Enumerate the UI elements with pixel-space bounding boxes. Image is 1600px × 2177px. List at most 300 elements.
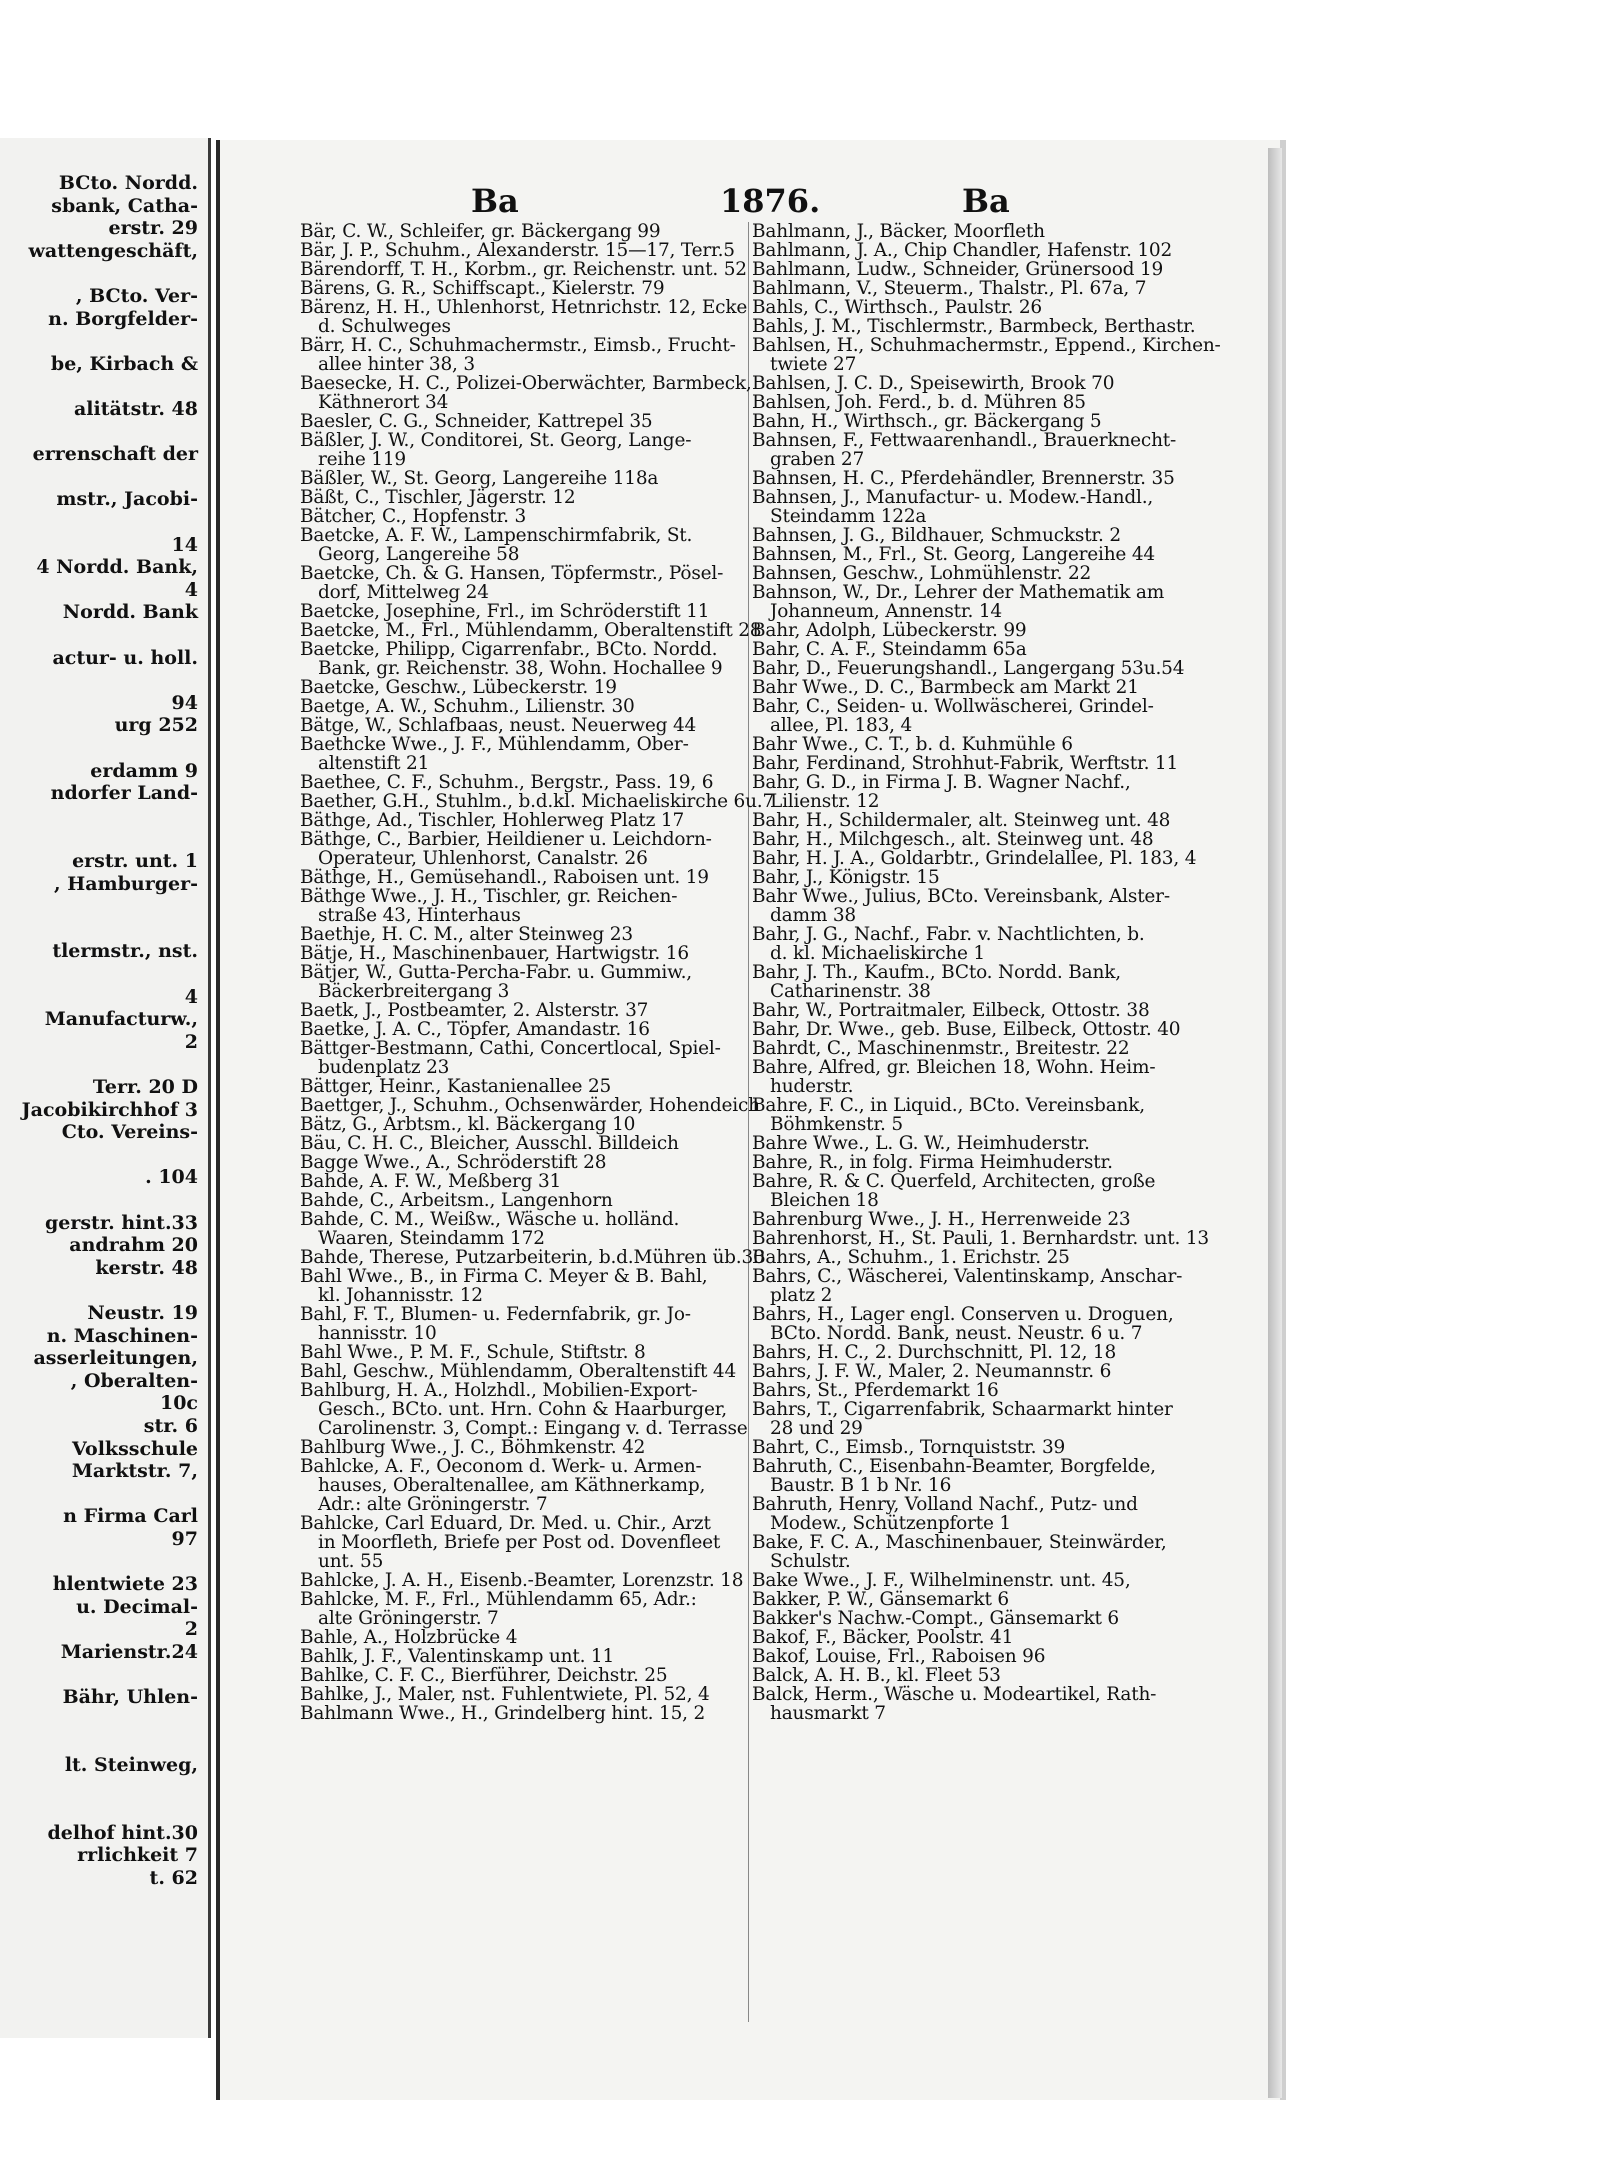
directory-entry bbox=[752, 1248, 1202, 1267]
entry-line: Bahnsen, Geschw., Lohmühlenstr. 22 bbox=[752, 563, 1092, 584]
entry-line: Bätje, H., Maschinenbauer, Hartwigstr. 16 bbox=[300, 943, 689, 964]
directory-entry bbox=[752, 317, 1202, 336]
fragment-line: 4 bbox=[184, 985, 198, 1008]
directory-entry bbox=[752, 887, 1202, 925]
directory-entry bbox=[300, 431, 750, 469]
entry-line: Bahl Wwe., B., in Firma C. Meyer & B. Bahl, bbox=[300, 1266, 708, 1287]
fragment-line: n. Borgfelder- bbox=[48, 307, 198, 330]
entry-line: Bahlmann, V., Steuerm., Thalstr., Pl. 67a, 7 bbox=[752, 278, 1147, 299]
fragment-line: alitätstr. 48 bbox=[73, 398, 198, 420]
directory-entry bbox=[300, 602, 750, 621]
entry-continuation: platz 2 bbox=[770, 1285, 833, 1306]
directory-entry bbox=[300, 1172, 750, 1191]
directory-entry bbox=[300, 1704, 750, 1723]
directory-entry bbox=[300, 735, 750, 773]
entry-line: Bahr, H., Schildermaler, alt. Steinweg unt. 48 bbox=[752, 810, 1171, 831]
entry-line: Bahde, C., Arbeitsm., Langenhorn bbox=[300, 1190, 613, 1211]
directory-entry bbox=[300, 279, 750, 298]
directory-entry bbox=[300, 222, 750, 241]
entry-line: Bahrs, A., Schuhm., 1. Erichstr. 25 bbox=[752, 1247, 1070, 1268]
fragment-line: asserleitungen, bbox=[33, 1347, 198, 1370]
entry-continuation: Lilienstr. 12 bbox=[770, 791, 880, 812]
entry-continuation: in Moorfleth, Briefe per Post od. Dovenfleet bbox=[318, 1532, 721, 1553]
entry-continuation: Schulstr. bbox=[770, 1551, 851, 1572]
entry-line: Bahr, H. J. A., Goldarbtr., Grindelallee, Pl. 183, 4 bbox=[752, 848, 1197, 869]
entry-line: Bahlsen, H., Schuhmachermstr., Eppend., Kirchen- bbox=[752, 335, 1221, 356]
entry-line: Bäßler, W., St. Georg, Langereihe 118a bbox=[300, 468, 659, 489]
entry-line: Bahnsen, J. G., Bildhauer, Schmuckstr. 2 bbox=[752, 525, 1121, 546]
entry-continuation: graben 27 bbox=[770, 449, 865, 470]
directory-entry bbox=[300, 1210, 750, 1248]
fragment-line: erstr. 29 bbox=[108, 217, 198, 240]
directory-entry bbox=[752, 1210, 1202, 1229]
directory-entry bbox=[300, 1115, 750, 1134]
fragment-line: 10c bbox=[159, 1392, 198, 1415]
entry-line: Bahlburg, H. A., Holzhdl., Mobilien-Export- bbox=[300, 1380, 698, 1401]
directory-entry bbox=[300, 336, 750, 374]
fragment-line: Manufacturw., bbox=[44, 1008, 198, 1031]
entry-line: Bahlmann, J. A., Chip Chandler, Hafenstr. 102 bbox=[752, 240, 1173, 261]
entry-line: Bahlmann, Ludw., Schneider, Grünersood 19 bbox=[752, 259, 1164, 280]
directory-entry bbox=[752, 298, 1202, 317]
directory-entry bbox=[300, 1590, 750, 1628]
entry-line: Bahlcke, M. F., Frl., Mühlendamm 65, Adr.: bbox=[300, 1589, 697, 1610]
fragment-line: Bähr, Uhlen- bbox=[62, 1686, 198, 1709]
directory-entry bbox=[300, 469, 750, 488]
directory-entry bbox=[300, 640, 750, 678]
entry-continuation: Käthnerort 34 bbox=[318, 392, 449, 413]
entry-line: Bahlburg Wwe., J. C., Böhmkenstr. 42 bbox=[300, 1437, 646, 1458]
entry-continuation: damm 38 bbox=[770, 905, 856, 926]
fragment-line: delhof hint.30 bbox=[47, 1821, 198, 1844]
entry-line: Bahlke, C. F. C., Bierführer, Deichstr. 25 bbox=[300, 1665, 668, 1686]
fragment-line: urg 252 bbox=[114, 714, 198, 737]
entry-line: Bärendorff, T. H., Korbm., gr. Reichenstr. unt. 52 bbox=[300, 259, 747, 280]
entry-continuation: alte Gröningerstr. 7 bbox=[318, 1608, 499, 1629]
fragment-line: Marienstr.24 bbox=[60, 1641, 198, 1663]
entry-line: Bahl, F. T., Blumen- u. Federnfabrik, gr. Jo- bbox=[300, 1304, 691, 1325]
entry-line: Bahr, J. Th., Kaufm., BCto. Nordd. Bank, bbox=[752, 962, 1121, 983]
fragment-line: errenschaft der bbox=[32, 443, 198, 466]
directory-entry bbox=[752, 868, 1202, 887]
directory-entry bbox=[752, 678, 1202, 697]
entry-line: Bahnsen, J., Manufactur- u. Modew.-Handl., bbox=[752, 487, 1154, 508]
entry-continuation: Carolinenstr. 3, Compt.: Eingang v. d. Terrasse bbox=[318, 1418, 748, 1439]
directory-entry bbox=[752, 1267, 1202, 1305]
directory-entry bbox=[300, 526, 750, 564]
fragment-line: Cto. Vereins- bbox=[61, 1121, 198, 1144]
fragment-line: 2 bbox=[184, 1030, 198, 1053]
entry-line: Baetge, A. W., Schuhm., Lilienstr. 30 bbox=[300, 696, 635, 717]
fragment-line: , BCto. Ver- bbox=[75, 285, 198, 307]
directory-entry bbox=[752, 1438, 1202, 1457]
directory-entry bbox=[752, 754, 1202, 773]
fragment-line: n Firma Carl bbox=[63, 1505, 198, 1528]
entry-line: Baetke, J. A. C., Töpfer, Amandastr. 16 bbox=[300, 1019, 650, 1040]
fragment-line: 97 bbox=[171, 1528, 198, 1550]
directory-entry bbox=[752, 1685, 1202, 1723]
directory-entry bbox=[752, 621, 1202, 640]
directory-entry bbox=[752, 1228, 1209, 1249]
entry-continuation: Johanneum, Annenstr. 14 bbox=[770, 601, 1002, 622]
entry-line: Bahde, A. F. W., Meßberg 31 bbox=[300, 1171, 562, 1192]
directory-entry bbox=[300, 791, 775, 812]
directory-entry bbox=[300, 1267, 750, 1305]
fragment-line: BCto. Nordd. bbox=[58, 172, 198, 194]
fragment-line: erstr. unt. 1 bbox=[72, 850, 198, 872]
directory-entry bbox=[752, 1096, 1202, 1134]
entry-line: Bahr Wwe., D. C., Barmbeck am Markt 21 bbox=[752, 677, 1139, 698]
entry-line: Bahr, Ferdinand, Strohhut-Fabrik, Werftstr. 11 bbox=[752, 753, 1179, 774]
page-header bbox=[216, 182, 1276, 222]
entry-line: Bahr, J., Königstr. 15 bbox=[752, 867, 940, 888]
directory-entry bbox=[752, 1609, 1202, 1628]
directory-entry bbox=[300, 1343, 750, 1362]
entry-line: Bahnsen, F., Fettwaarenhandl., Brauerknecht- bbox=[752, 430, 1177, 451]
directory-entry bbox=[752, 1628, 1202, 1647]
entry-continuation: unt. 55 bbox=[318, 1551, 384, 1572]
fragment-line: wattengeschäft, bbox=[28, 239, 198, 262]
entry-line: Baetcke, M., Frl., Mühlendamm, Oberaltenstift 28 bbox=[300, 620, 762, 641]
entry-continuation: budenplatz 23 bbox=[318, 1057, 450, 1078]
entry-line: Baether, G.H., Stuhlm., b.d.kl. Michaeliskirche 6u.7 bbox=[300, 791, 775, 812]
directory-entry bbox=[752, 222, 1202, 241]
directory-entry bbox=[300, 887, 750, 925]
directory-entry bbox=[300, 620, 762, 641]
directory-entry bbox=[752, 1666, 1202, 1685]
entry-line: Bätcher, C., Hopfenstr. 3 bbox=[300, 506, 527, 527]
entry-line: Bahl, Geschw., Mühlendamm, Oberaltenstift 44 bbox=[300, 1361, 737, 1382]
directory-entry bbox=[752, 526, 1202, 545]
header-left-letters: Ba bbox=[471, 182, 519, 220]
entry-line: Bahls, J. M., Tischlermstr., Barmbeck, Berthastr. bbox=[752, 316, 1196, 337]
directory-entry bbox=[752, 1457, 1202, 1495]
directory-entry bbox=[752, 545, 1202, 564]
entry-line: Bärenz, H. H., Uhlenhorst, Hetnrichstr. 12, Ecke bbox=[300, 297, 748, 318]
header-year: 1876. bbox=[720, 182, 821, 220]
entry-continuation: hausmarkt 7 bbox=[770, 1703, 886, 1724]
directory-entry bbox=[300, 412, 750, 431]
entry-line: Bahre, R. & C. Querfeld, Architecten, große bbox=[752, 1171, 1156, 1192]
directory-entry bbox=[752, 1400, 1202, 1438]
fragment-line: 94 bbox=[171, 691, 198, 714]
entry-continuation: allee hinter 38, 3 bbox=[318, 354, 475, 375]
directory-entry bbox=[752, 1153, 1202, 1172]
directory-entry bbox=[300, 1571, 750, 1590]
directory-entry bbox=[752, 241, 1202, 260]
directory-entry bbox=[752, 1571, 1202, 1590]
entry-line: Bahde, C. M., Weißw., Wäsche u. holländ. bbox=[300, 1209, 680, 1230]
entry-line: Baesecke, H. C., Polizei-Oberwächter, Barmbeck, bbox=[300, 373, 752, 394]
entry-line: Bahrenhorst, H., St. Pauli, 1. Bernhardstr. unt. 13 bbox=[752, 1228, 1209, 1249]
entry-line: Bahde, Therese, Putzarbeiterin, b.d.Mühren üb.30 bbox=[300, 1247, 765, 1268]
directory-entry bbox=[300, 944, 750, 963]
directory-entry bbox=[300, 1134, 750, 1153]
entry-line: Baethje, H. C. M., alter Steinweg 23 bbox=[300, 924, 633, 945]
entry-continuation: Bäckerbreitergang 3 bbox=[318, 981, 510, 1002]
entry-line: Bahrdt, C., Maschinenmstr., Breitestr. 22 bbox=[752, 1038, 1130, 1059]
entry-line: Bäßler, J. W., Conditorei, St. Georg, Lange- bbox=[300, 430, 692, 451]
entry-line: Balck, Herm., Wäsche u. Modeartikel, Rath- bbox=[752, 1684, 1157, 1705]
directory-entry bbox=[752, 811, 1202, 830]
directory-entry bbox=[300, 716, 750, 735]
directory-entry bbox=[300, 1077, 750, 1096]
directory-entry bbox=[300, 1647, 750, 1666]
directory-entry bbox=[300, 1095, 760, 1116]
entry-line: Bake Wwe., J. F., Wilhelminenstr. unt. 45, bbox=[752, 1570, 1131, 1591]
entry-line: Bakker, P. W., Gänsemarkt 6 bbox=[752, 1589, 1009, 1610]
entry-line: Bahlcke, J. A. H., Eisenb.-Beamter, Lorenzstr. 18 bbox=[300, 1570, 744, 1591]
fragment-line: rrlichkeit 7 bbox=[77, 1844, 198, 1867]
directory-entry bbox=[752, 488, 1202, 526]
entry-line: Bakof, Louise, Frl., Raboisen 96 bbox=[752, 1646, 1046, 1667]
entry-continuation: Catharinenstr. 38 bbox=[770, 981, 931, 1002]
fragment-line: Neustr. 19 bbox=[87, 1302, 198, 1324]
fragment-line: str. 6 bbox=[143, 1415, 198, 1437]
directory-entry bbox=[752, 1533, 1202, 1571]
directory-entry bbox=[752, 1381, 1202, 1400]
entry-line: Bahlcke, Carl Eduard, Dr. Med. u. Chir., Arzt bbox=[300, 1513, 711, 1534]
fragment-line: 2 bbox=[184, 1618, 198, 1641]
directory-entry bbox=[752, 1362, 1202, 1381]
entry-line: Bahr, Dr. Wwe., geb. Buse, Eilbeck, Ottostr. 40 bbox=[752, 1019, 1181, 1040]
entry-line: Bagge Wwe., A., Schröderstift 28 bbox=[300, 1152, 607, 1173]
directory-entry bbox=[752, 773, 1202, 811]
directory-entry bbox=[300, 868, 750, 887]
directory-entry bbox=[752, 1058, 1202, 1096]
entry-line: Baetcke, Philipp, Cigarrenfabr., BCto. Nordd. bbox=[300, 639, 718, 660]
directory-entry bbox=[300, 1153, 750, 1172]
entry-line: Bär, J. P., Schuhm., Alexanderstr. 15—17, Terr.5 bbox=[300, 240, 735, 261]
directory-entry bbox=[752, 374, 1202, 393]
fragment-line: . 104 bbox=[145, 1166, 198, 1189]
entry-continuation: d. kl. Michaeliskirche 1 bbox=[770, 943, 985, 964]
entry-line: Bäu, C. H. C., Bleicher, Ausschl. Billdeich bbox=[300, 1133, 679, 1154]
entry-continuation: hannisstr. 10 bbox=[318, 1323, 437, 1344]
entry-line: Baethee, C. F., Schuhm., Bergstr., Pass. 19, 6 bbox=[300, 772, 714, 793]
entry-line: Bäthge, Ad., Tischler, Hohlerweg Platz 17 bbox=[300, 810, 685, 831]
fragment-line: sbank, Catha- bbox=[51, 194, 198, 217]
entry-line: Bahlmann, J., Bäcker, Moorfleth bbox=[752, 221, 1045, 242]
entry-line: Bahls, C., Wirthsch., Paulstr. 26 bbox=[752, 297, 1042, 318]
directory-entry bbox=[752, 697, 1202, 735]
directory-entry bbox=[752, 640, 1202, 659]
directory-entry bbox=[752, 431, 1202, 469]
fragment-line: tlermstr., nst. bbox=[52, 940, 198, 963]
directory-entry bbox=[752, 564, 1202, 583]
fragment-line: 14 bbox=[171, 533, 198, 556]
left-column bbox=[300, 221, 775, 1724]
directory-entry bbox=[300, 925, 750, 944]
directory-entry bbox=[300, 1381, 750, 1438]
entry-continuation: Operateur, Uhlenhorst, Canalstr. 26 bbox=[318, 848, 648, 869]
entry-continuation: Bank, gr. Reichenstr. 38, Wohn. Hochallee 9 bbox=[318, 658, 723, 679]
fragment-line: hlentwiete 23 bbox=[52, 1573, 198, 1596]
fragment-line: andrahm 20 bbox=[69, 1234, 198, 1257]
directory-entry bbox=[300, 1191, 750, 1210]
entry-line: Bär, C. W., Schleifer, gr. Bäckergang 99 bbox=[300, 221, 661, 242]
directory-entry bbox=[300, 260, 750, 279]
fragment-line: Jacobikirchhof 3 bbox=[21, 1098, 198, 1121]
entry-line: Bahr, W., Portraitmaler, Eilbeck, Ottostr. 38 bbox=[752, 1000, 1150, 1021]
fragment-line: mstr., Jacobi- bbox=[56, 488, 198, 511]
directory-entry bbox=[752, 260, 1202, 279]
entry-line: Bahre, R., in folg. Firma Heimhuderstr. bbox=[752, 1152, 1113, 1173]
fragment-line: gerstr. hint.33 bbox=[44, 1211, 198, 1234]
entry-line: Bäthge, C., Barbier, Heildiener u. Leichdorn- bbox=[300, 829, 712, 850]
entry-line: Bahrt, C., Eimsb., Tornquiststr. 39 bbox=[752, 1437, 1066, 1458]
directory-entry bbox=[752, 830, 1202, 849]
entry-continuation: Gesch., BCto. unt. Hrn. Cohn & Haarburger, bbox=[318, 1399, 727, 1420]
directory-entry bbox=[300, 1514, 750, 1571]
directory-entry bbox=[752, 412, 1202, 431]
directory-entry bbox=[300, 1039, 750, 1077]
directory-entry bbox=[300, 1438, 750, 1457]
entry-line: Bahrs, H., Lager engl. Conserven u. Droguen, bbox=[752, 1304, 1174, 1325]
directory-entry bbox=[300, 773, 750, 792]
directory-entry bbox=[752, 1343, 1202, 1362]
directory-entry bbox=[300, 1628, 750, 1647]
entry-line: Bärr, H. C., Schuhmachermstr., Eimsb., Frucht- bbox=[300, 335, 736, 356]
entry-line: Bahr Wwe., Julius, BCto. Vereinsbank, Alster- bbox=[752, 886, 1170, 907]
directory-entry bbox=[300, 1457, 750, 1514]
fragment-line: , Oberalten- bbox=[70, 1369, 198, 1392]
fragment-line: kerstr. 48 bbox=[95, 1256, 198, 1279]
entry-line: Bahlcke, A. F., Oeconom d. Werk- u. Armen- bbox=[300, 1456, 702, 1477]
entry-line: Baetcke, Josephine, Frl., im Schröderstift 11 bbox=[300, 601, 710, 622]
entry-line: Bahrs, C., Wäscherei, Valentinskamp, Anschar- bbox=[752, 1266, 1183, 1287]
entry-line: Bahnson, W., Dr., Lehrer der Mathematik am bbox=[752, 582, 1165, 603]
entry-line: Bahr, C., Seiden- u. Wollwäscherei, Grindel- bbox=[752, 696, 1154, 717]
entry-line: Bahl Wwe., P. M. F., Schule, Stiftstr. 8 bbox=[300, 1342, 646, 1363]
directory-entry bbox=[300, 678, 750, 697]
entry-line: Bahle, A., Holzbrücke 4 bbox=[300, 1627, 518, 1648]
fragment-line: Volksschule bbox=[72, 1437, 198, 1460]
directory-entry bbox=[752, 1172, 1202, 1210]
right-column bbox=[752, 221, 1221, 1724]
directory-entry bbox=[300, 963, 750, 1001]
entry-continuation: hauses, Oberaltenallee, am Käthnerkamp, bbox=[318, 1475, 706, 1496]
directory-entry bbox=[300, 488, 750, 507]
entry-line: Bake, F. C. A., Maschinenbauer, Steinwärder, bbox=[752, 1532, 1167, 1553]
directory-entry bbox=[300, 564, 750, 602]
directory-entry bbox=[752, 279, 1202, 298]
entry-line: Bättger, Heinr., Kastanienallee 25 bbox=[300, 1076, 612, 1097]
fragment-line: be, Kirbach & bbox=[50, 352, 198, 375]
entry-line: Bahruth, C., Eisenbahn-Beamter, Borgfelde, bbox=[752, 1456, 1156, 1477]
entry-line: Bahr, D., Feuerungshandl., Langergang 53u.54 bbox=[752, 658, 1185, 679]
entry-line: Baetcke, Geschw., Lübeckerstr. 19 bbox=[300, 677, 617, 698]
directory-entry bbox=[300, 697, 750, 716]
entry-continuation: allee, Pl. 183, 4 bbox=[770, 715, 913, 736]
entry-continuation: Böhmkenstr. 5 bbox=[770, 1114, 903, 1135]
entry-line: Bahlsen, J. C. D., Speisewirth, Brook 70 bbox=[752, 373, 1115, 394]
fragment-line: 4 bbox=[184, 578, 198, 601]
entry-line: Bakof, F., Bäcker, Poolstr. 41 bbox=[752, 1627, 1014, 1648]
entry-line: Bahre, Alfred, gr. Bleichen 18, Wohn. Heim- bbox=[752, 1057, 1156, 1078]
entry-line: Bahrs, H. C., 2. Durchschnitt, Pl. 12, 18 bbox=[752, 1342, 1117, 1363]
entry-line: Baetk, J., Postbeamter, 2. Alsterstr. 37 bbox=[300, 1000, 649, 1021]
directory-entry bbox=[752, 963, 1202, 1001]
directory-entry bbox=[300, 374, 750, 412]
fragment-line: ndorfer Land- bbox=[50, 782, 198, 805]
directory-entry bbox=[300, 507, 750, 526]
directory-entry bbox=[300, 1305, 750, 1343]
fragment-line: 4 Nordd. Bank, bbox=[36, 556, 198, 579]
directory-entry bbox=[300, 1001, 750, 1020]
directory-entry bbox=[300, 1020, 750, 1039]
page-edge-shadow bbox=[1268, 148, 1282, 2098]
entry-line: Bahrs, St., Pferdemarkt 16 bbox=[752, 1380, 999, 1401]
entry-line: Bahr, C. A. F., Steindamm 65a bbox=[752, 639, 1027, 660]
entry-line: Bättger-Bestmann, Cathi, Concertlocal, Spiel- bbox=[300, 1038, 721, 1059]
directory-entry bbox=[752, 1020, 1202, 1039]
directory-entry bbox=[752, 925, 1202, 963]
entry-continuation: altenstift 21 bbox=[318, 753, 430, 774]
fragment-line: t. 62 bbox=[149, 1867, 198, 1889]
fragment-line: , Hamburger- bbox=[54, 872, 198, 895]
entry-line: Bäßt, C., Tischler, Jägerstr. 12 bbox=[300, 487, 576, 508]
entry-continuation: Waaren, Steindamm 172 bbox=[318, 1228, 545, 1249]
fragment-line: erdamm 9 bbox=[90, 759, 198, 782]
entry-line: Bahrs, T., Cigarrenfabrik, Schaarmarkt hinter bbox=[752, 1399, 1173, 1420]
entry-line: Bahlsen, Joh. Ferd., b. d. Mühren 85 bbox=[752, 392, 1086, 413]
entry-continuation: reihe 119 bbox=[318, 449, 406, 470]
entry-continuation: kl. Johannisstr. 12 bbox=[318, 1285, 483, 1306]
entry-line: Bahrs, J. F. W., Maler, 2. Neumannstr. 6 bbox=[752, 1361, 1112, 1382]
entry-line: Bahn, H., Wirthsch., gr. Bäckergang 5 bbox=[752, 411, 1102, 432]
directory-entry bbox=[752, 1647, 1202, 1666]
entry-line: Bahrenburg Wwe., J. H., Herrenweide 23 bbox=[752, 1209, 1131, 1230]
entry-line: Baettger, J., Schuhm., Ochsenwärder, Hohendeich bbox=[300, 1095, 760, 1116]
entry-continuation: Georg, Langereihe 58 bbox=[318, 544, 520, 565]
directory-entry bbox=[752, 335, 1221, 375]
entry-continuation: d. Schulweges bbox=[318, 316, 451, 337]
fragment-line: n. Maschinen- bbox=[46, 1324, 198, 1347]
entry-continuation: Modew., Schützenpforte 1 bbox=[770, 1513, 1011, 1534]
entry-line: Baetcke, Ch. & G. Hansen, Töpfermstr., Pösel- bbox=[300, 563, 724, 584]
entry-continuation: dorf, Mittelweg 24 bbox=[318, 582, 489, 603]
entry-continuation: straße 43, Hinterhaus bbox=[318, 905, 521, 926]
directory-entry bbox=[300, 830, 750, 868]
fragment-line: Terr. 20 D bbox=[92, 1076, 198, 1098]
directory-entry bbox=[752, 469, 1202, 488]
directory-entry bbox=[300, 1362, 750, 1381]
directory-entry bbox=[300, 298, 750, 336]
directory-entry bbox=[300, 1247, 765, 1268]
fragment-line: actur- u. holl. bbox=[52, 646, 198, 669]
entry-continuation: Steindamm 122a bbox=[770, 506, 927, 527]
entry-continuation: Adr.: alte Gröningerstr. 7 bbox=[318, 1494, 548, 1515]
entry-line: Bahr, H., Milchgesch., alt. Steinweg unt. 48 bbox=[752, 829, 1154, 850]
entry-line: Bahlk, J. F., Valentinskamp unt. 11 bbox=[300, 1646, 615, 1667]
entry-continuation: 28 und 29 bbox=[770, 1418, 863, 1439]
previous-page-fragment bbox=[0, 138, 211, 2038]
fragment-line: Nordd. Bank bbox=[62, 601, 198, 624]
entry-line: Bahre Wwe., L. G. W., Heimhuderstr. bbox=[752, 1133, 1090, 1154]
fragment-line: u. Decimal- bbox=[76, 1595, 198, 1618]
entry-line: Bätz, G., Arbtsm., kl. Bäckergang 10 bbox=[300, 1114, 636, 1135]
directory-entry bbox=[300, 1685, 750, 1704]
directory-entry bbox=[752, 1495, 1202, 1533]
directory-entry bbox=[752, 1134, 1202, 1153]
directory-entry bbox=[752, 849, 1202, 868]
entry-continuation: huderstr. bbox=[770, 1076, 854, 1097]
fragment-line: Marktstr. 7, bbox=[71, 1460, 198, 1483]
directory-entry bbox=[300, 1666, 750, 1685]
entry-line: Bätjer, W., Gutta-Percha-Fabr. u. Gummiw., bbox=[300, 962, 692, 983]
directory-entry bbox=[752, 1039, 1202, 1058]
